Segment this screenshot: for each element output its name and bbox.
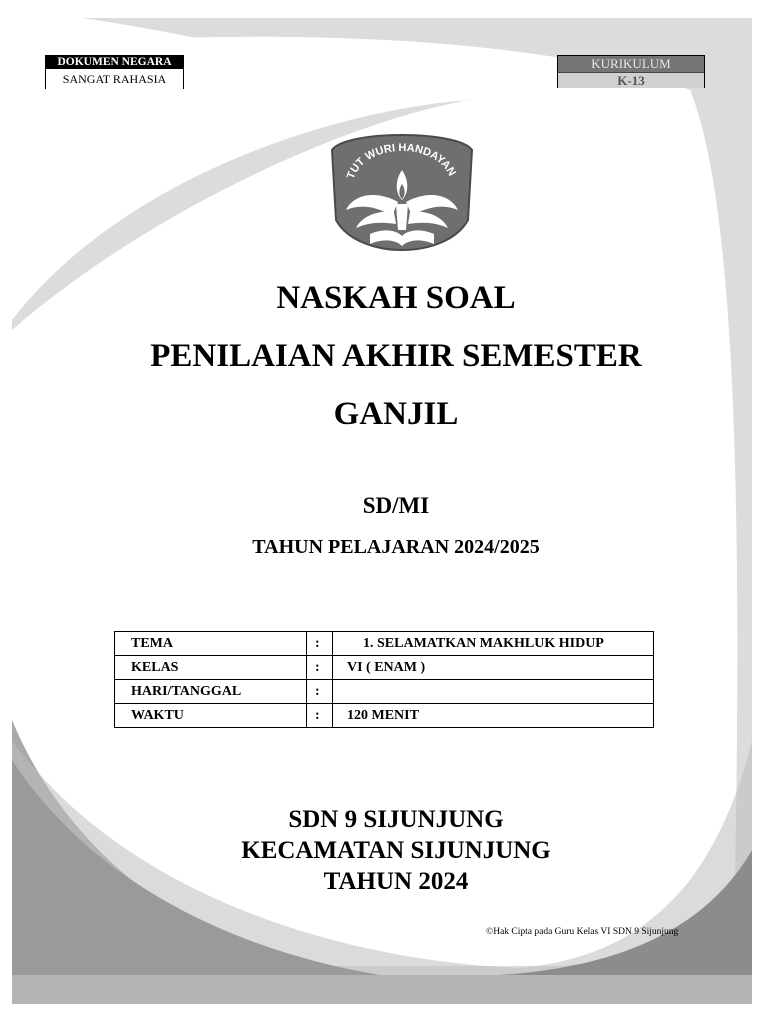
table-row <box>115 656 654 680</box>
curriculum-value: K-13 <box>558 72 704 88</box>
row-value: 120 MENIT <box>333 704 654 728</box>
table-row <box>115 704 654 728</box>
title-penilaian: PENILAIAN AKHIR SEMESTER <box>150 338 642 374</box>
row-separator: : <box>307 704 333 728</box>
copyright-note: ©Hak Cipta pada Guru Kelas VI SDN 9 Sijunjung <box>486 927 679 937</box>
school-district: KECAMATAN SIJUNJUNG <box>241 837 551 864</box>
school-level: SD/MI <box>362 493 430 518</box>
title-ganjil: GANJIL <box>333 396 459 432</box>
secrecy-label: SANGAT RAHASIA <box>46 68 183 89</box>
row-value <box>333 680 654 704</box>
row-key: KELAS <box>115 656 307 680</box>
row-separator: : <box>307 656 333 680</box>
row-separator: : <box>307 680 333 704</box>
row-value: 1. SELAMATKAN MAKHLUK HIDUP <box>333 632 654 656</box>
row-value: VI ( ENAM ) <box>333 656 654 680</box>
row-separator: : <box>307 632 333 656</box>
document-classification-box <box>45 55 184 89</box>
tut-wuri-handayani-emblem-icon <box>326 120 478 262</box>
logo-motto: TUT WURI HANDAYAN <box>344 141 458 181</box>
curriculum-box <box>557 55 705 88</box>
table-row <box>115 680 654 704</box>
row-key: WAKTU <box>115 704 307 728</box>
school-year: TAHUN 2024 <box>323 868 469 895</box>
title-naskah-soal: NASKAH SOAL <box>276 280 516 316</box>
curriculum-label: KURIKULUM <box>558 56 704 72</box>
exam-info-table <box>114 631 654 728</box>
school-name: SDN 9 SIJUNJUNG <box>288 806 504 833</box>
document-label: DOKUMEN NEGARA <box>46 56 183 68</box>
row-key: TEMA <box>115 632 307 656</box>
academic-year: TAHUN PELAJARAN 2024/2025 <box>252 536 540 558</box>
table-row <box>115 632 654 656</box>
row-key: HARI/TANGGAL <box>115 680 307 704</box>
